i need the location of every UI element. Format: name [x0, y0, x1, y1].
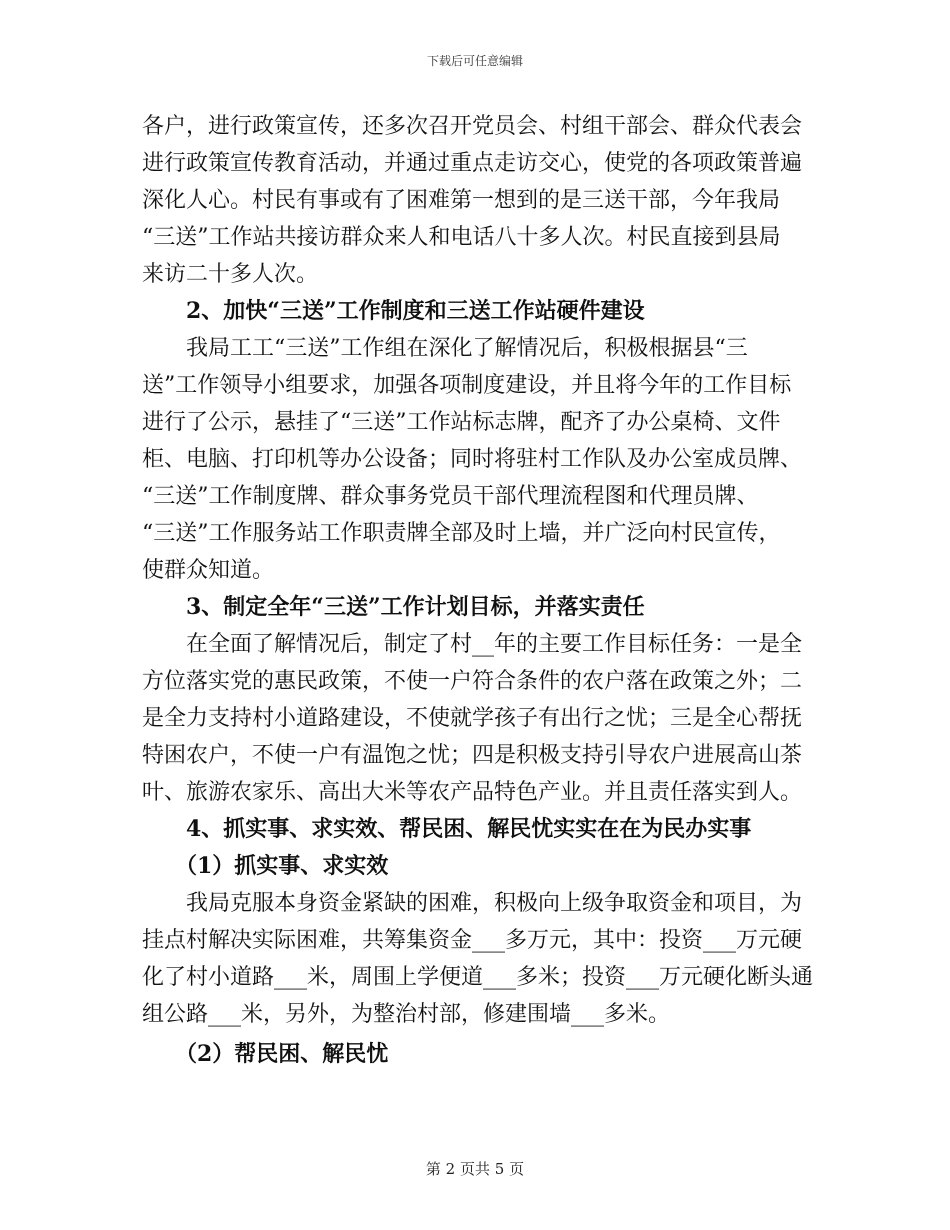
paragraph-line: 我局克服本身资金紧缺的困难，积极向上级争取资金和项目，为: [186, 891, 803, 916]
paragraph-line: 柜、电脑、打印机等办公设备；同时将驻村工作队及办公室成员牌、: [142, 447, 803, 472]
paragraph-line: “三送”工作制度牌、群众事务党员干部代理流程图和代理员牌、: [142, 484, 759, 509]
paragraph-line: 在全面了解情况后，制定了村__年的主要工作目标任务：一是全: [186, 632, 803, 657]
section-heading: 3、制定全年“三送”工作计划目标，并落实责任: [186, 594, 645, 620]
section-heading: 2、加快“三送”工作制度和三送工作站硬件建设: [186, 298, 645, 324]
paragraph-line: 方位落实党的惠民政策，不使一户符合条件的农户落在政策之外；二: [142, 669, 803, 694]
paragraph-line: 进行政策宣传教育活动，并通过重点走访交心，使党的各项政策普遍: [142, 151, 803, 176]
paragraph-line: 挂点村解决实际困难，共筹集资金___多万元，其中：投资___万元硬: [142, 928, 803, 953]
paragraph-line: 叶、旅游农家乐、高出大米等农产品特色产业。并且责任落实到人。: [142, 780, 803, 805]
paragraph-line: “三送”工作服务站工作职责牌全部及时上墙，并广泛向村民宣传，: [142, 521, 781, 546]
paragraph-line: 特困农户，不使一户有温饱之忧；四是积极支持引导农户进展高山茶: [142, 743, 803, 768]
paragraph-line: 是全力支持村小道路建设，不使就学孩子有出行之忧；三是全心帮抚: [142, 706, 803, 731]
section-heading: 4、抓实事、求实效、帮民困、解民忧实实在在为民办实事: [186, 816, 752, 842]
paragraph-line: 进行了公示，悬挂了“三送”工作站标志牌，配齐了办公桌椅、文件: [142, 410, 781, 435]
paragraph-line: 我局工工“三送”工作组在深化了解情况后，积极根据县“三: [186, 336, 748, 361]
paragraph-line: 组公路___米，另外，为整治村部，修建围墙___多米。: [142, 1002, 671, 1027]
paragraph-line: “三送”工作站共接访群众来人和电话八十多人次。村民直接到县局: [142, 225, 781, 250]
paragraph-line: 各户，进行政策宣传，还多次召开党员会、村组干部会、群众代表会: [142, 114, 803, 139]
paragraph-line: 使群众知道。: [142, 558, 275, 583]
subsection-heading: （2）帮民困、解民忧: [175, 1041, 389, 1067]
paragraph-line: 来访二十多人次。: [142, 262, 319, 287]
page-footer: 第 2 页共 5 页: [425, 1160, 525, 1178]
subsection-heading: （1）抓实事、求实效: [175, 853, 389, 879]
paragraph-line: 深化人心。村民有事或有了困难第一想到的是三送干部，今年我局: [142, 188, 781, 213]
document-body: [142, 108, 814, 1073]
paragraph-line: 化了村小道路___米，周围上学便道___多米；投资___万元硬化断头通: [142, 965, 814, 990]
page-header: 下载后可任意编辑: [426, 54, 523, 68]
paragraph-line: 送”工作领导小组要求，加强各项制度建设，并且将今年的工作目标: [142, 373, 792, 398]
